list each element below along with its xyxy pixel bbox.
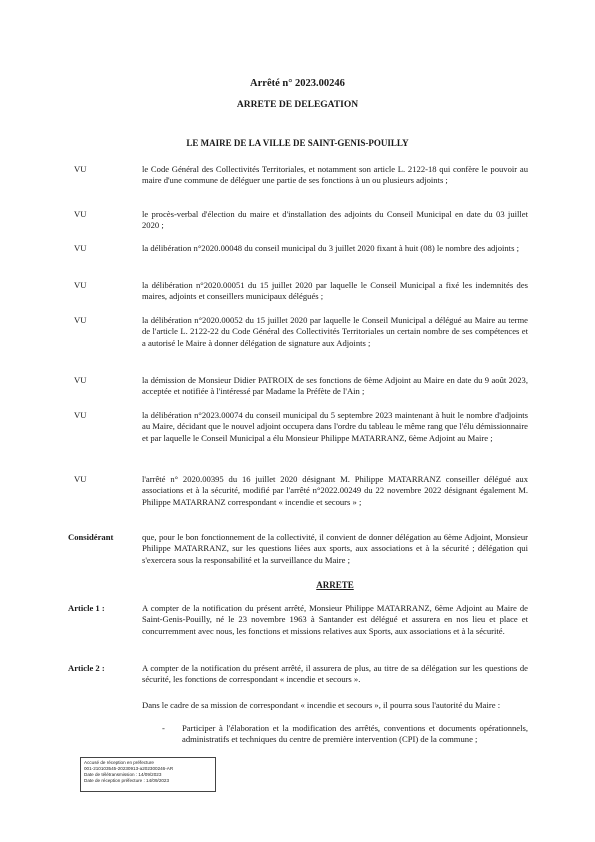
vu-label: VU	[74, 243, 87, 253]
article-label: Article 1 :	[68, 603, 105, 613]
vu-text: la délibération n°2020.00052 du 15 juillet 2020 par laquelle le Conseil Municipal a délégué au Maire au terme de l'article L. 2122-22 du Code Général des Collectivités Territoriales un certain nombre de ses compétences et a autorisé le Maire à donner délégation de signature aux Adjoints ;	[142, 315, 528, 348]
stamp-line: 001-210103545-20230913-a202300246-AR	[84, 765, 174, 771]
vu-text: la démission de Monsieur Didier PATROIX de ses fonctions de 6ème Adjoint au Maire en date du 9 août 2023, acceptée et notifiée à l'intéressé par Madame la Préfète de l'Ain ;	[142, 375, 528, 397]
arrete-type: ARRETE DE DELEGATION	[236, 100, 359, 110]
considerant-label: Considérant	[68, 532, 114, 542]
vu-label: VU	[74, 410, 87, 420]
arrete-author: LE MAIRE DE LA VILLE DE SAINT-GENIS-POUILLY	[186, 138, 409, 148]
arrete-number: Arrêté n° 2023.00246	[250, 78, 345, 89]
vu-text: la délibération n°2020.00051 du 15 juillet 2020 par laquelle le Conseil Municipal a fixé les indemnités des maires, adjoints et conseillers municipaux délégués ;	[142, 280, 528, 302]
article-text: A compter de la notification du présent arrêté, Monsieur Philippe MATARRANZ, 6ème Adjoint au Maire de Saint-Genis-Pouilly, né le 23 novembre 1963 à Santander est délégué et assurera en nos lieu et place et concurremment avec nous, les fonctions et missions relatives aux Sports, aux associations et à la sécurité.	[142, 603, 528, 636]
article-label: Article 2 :	[68, 663, 105, 673]
considerant-text: que, pour le bon fonctionnement de la collectivité, il convient de donner délégation au 6ème Adjoint, Monsieur Philippe MATARRANZ, sur les questions liées aux sports, aux associations et à la sécurité ; délégation qui s'exercera sous la responsabilité et la surveillance du Maire ;	[142, 532, 528, 565]
vu-label: VU	[74, 280, 87, 290]
vu-text: le procès-verbal d'élection du maire et d'installation des adjoints du Conseil Municipal en date du 03 juillet 2020 ;	[142, 209, 528, 231]
stamp-line: Date de télétransmission : 14/09/2023	[84, 771, 162, 777]
vu-text: l'arrêté n° 2020.00395 du 16 juillet 2020 désignant M. Philippe MATARRANZ conseiller délégué aux associations et à la sécurité, modifié par l'arrêté n°2022.00249 du 22 novembre 2022 désignant également M. Philippe MATARRANZ correspondant « incendie et secours » ;	[142, 474, 528, 507]
vu-text: la délibération n°2020.00048 du conseil municipal du 3 juillet 2020 fixant à huit (08) le nombre des adjoints ;	[142, 243, 519, 253]
vu-text: le Code Général des Collectivités Territoriales, et notamment son article L. 2122-18 qui confère le pouvoir au maire d'une commune de déléguer une partie de ses fonctions à un ou plusieurs adjoints ;	[142, 164, 528, 186]
article-text: A compter de la notification du présent arrêté, il assurera de plus, au titre de sa délégation sur les questions de sécurité, les fonctions de correspondant « incendie et secours ».	[142, 663, 528, 685]
vu-text: la délibération n°2023.00074 du conseil municipal du 5 septembre 2023 maintenant à huit le nombre d'adjoints au Maire, décidant que le nouvel adjoint occupera dans l'ordre du tableau le même rang que l'élu démissionnaire et par laquelle le Conseil Municipal a élu Monsieur Philippe MATARRANZ, 6ème Adjoint au Maire ;	[142, 410, 528, 443]
article-continuation: Dans le cadre de sa mission de correspondant « incendie et secours », il pourra sous l'autorité du Maire :	[142, 700, 501, 710]
stamp-line: Accusé de réception en préfecture	[84, 760, 154, 765]
vu-label: VU	[74, 315, 87, 325]
vu-label: VU	[74, 375, 87, 385]
arrete-heading: ARRETE	[316, 580, 354, 590]
vu-label: VU	[74, 474, 87, 484]
bullet-text: Participer à l'élaboration et la modification des arrêtés, conventions et documents opérationnels, administratifs et techniques du centre de première intervention (CPI) de la commune ;	[182, 723, 528, 745]
vu-label: VU	[74, 209, 87, 219]
prefecture-stamp	[80, 757, 216, 792]
bullet-mark: -	[162, 723, 165, 733]
stamp-line: Date de réception préfecture : 14/09/2023	[84, 777, 170, 783]
vu-label: VU	[74, 164, 87, 174]
